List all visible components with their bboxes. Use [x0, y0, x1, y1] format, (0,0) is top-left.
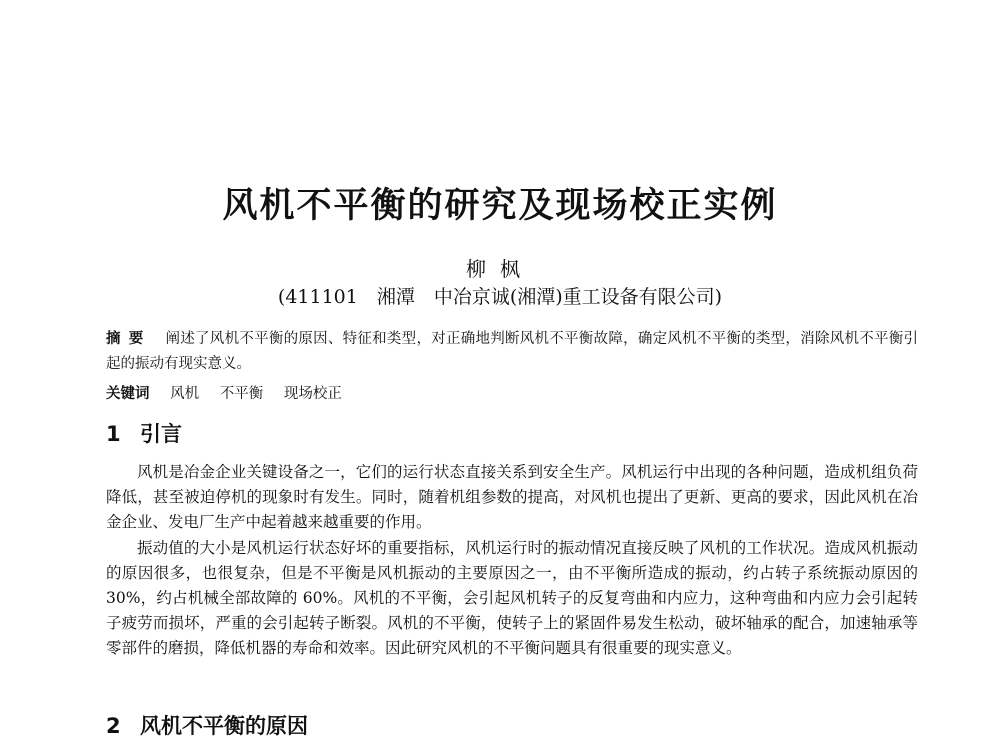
section-title: 引言 [140, 422, 182, 446]
section-number: 1 [106, 422, 121, 446]
author-name: 柳枫 [466, 257, 534, 281]
keyword: 不平衡 [219, 386, 264, 402]
abstract-text: 阐述了风机不平衡的原因、特征和类型，对正确地判断风机不平衡故障，确定风机不平衡的类型，消除风机不平衡引起的振动有现实意义。 [106, 331, 919, 372]
keywords [106, 382, 918, 406]
section-heading-1 [106, 420, 182, 448]
keyword: 风机 [170, 386, 200, 402]
keywords-label: 关键词 [106, 386, 150, 402]
abstract [106, 327, 918, 377]
section-number: 2 [106, 714, 121, 738]
body-paragraph: 风机是冶金企业关键设备之一，它们的运行状态直接关系到安全生产。风机运行中出现的各种问题，造成机组负荷降低，甚至被迫停机的现象时有发生。同时，随着机组参数的提高，对风机也提出了更新、更高的要求，因此风机在冶金企业、发电厂生产中起着越来越重要的作用。 [106, 463, 918, 532]
author-affiliation: (411101 湘潭 中冶京诚(湘潭)重工设备有限公司) [277, 286, 723, 308]
keyword: 现场校正 [283, 386, 342, 402]
paper-title: 风机不平衡的研究及现场校正实例 [222, 186, 778, 226]
section-heading-2 [106, 712, 308, 740]
abstract-label: 摘要 [106, 331, 152, 347]
body-paragraph: 振动值的大小是风机运行状态好坏的重要指标，风机运行时的振动情况直接反映了风机的工作状况。造成风机振动的原因很多，也很复杂，但是不平衡是风机振动的主要原因之一，由不平衡所造成的振动，约占转子系统振动原因的 30%，约占机械全部故障的 60%。风机的不平衡，会引起风机转子的反复弯曲和内应力，这种弯曲和内应力会引起转子疲劳而损坏，严重的会引起转子断裂。风机的不平衡，使转子上的紧固件易发生松动，破坏轴承的配合，加速轴承等零部件的磨损，降低机器的寿命和效率。因此研究风机的不平衡问题具有很重要的现实意义。 [106, 538, 918, 658]
section-1-body [106, 460, 918, 662]
section-title: 风机不平衡的原因 [140, 714, 308, 738]
